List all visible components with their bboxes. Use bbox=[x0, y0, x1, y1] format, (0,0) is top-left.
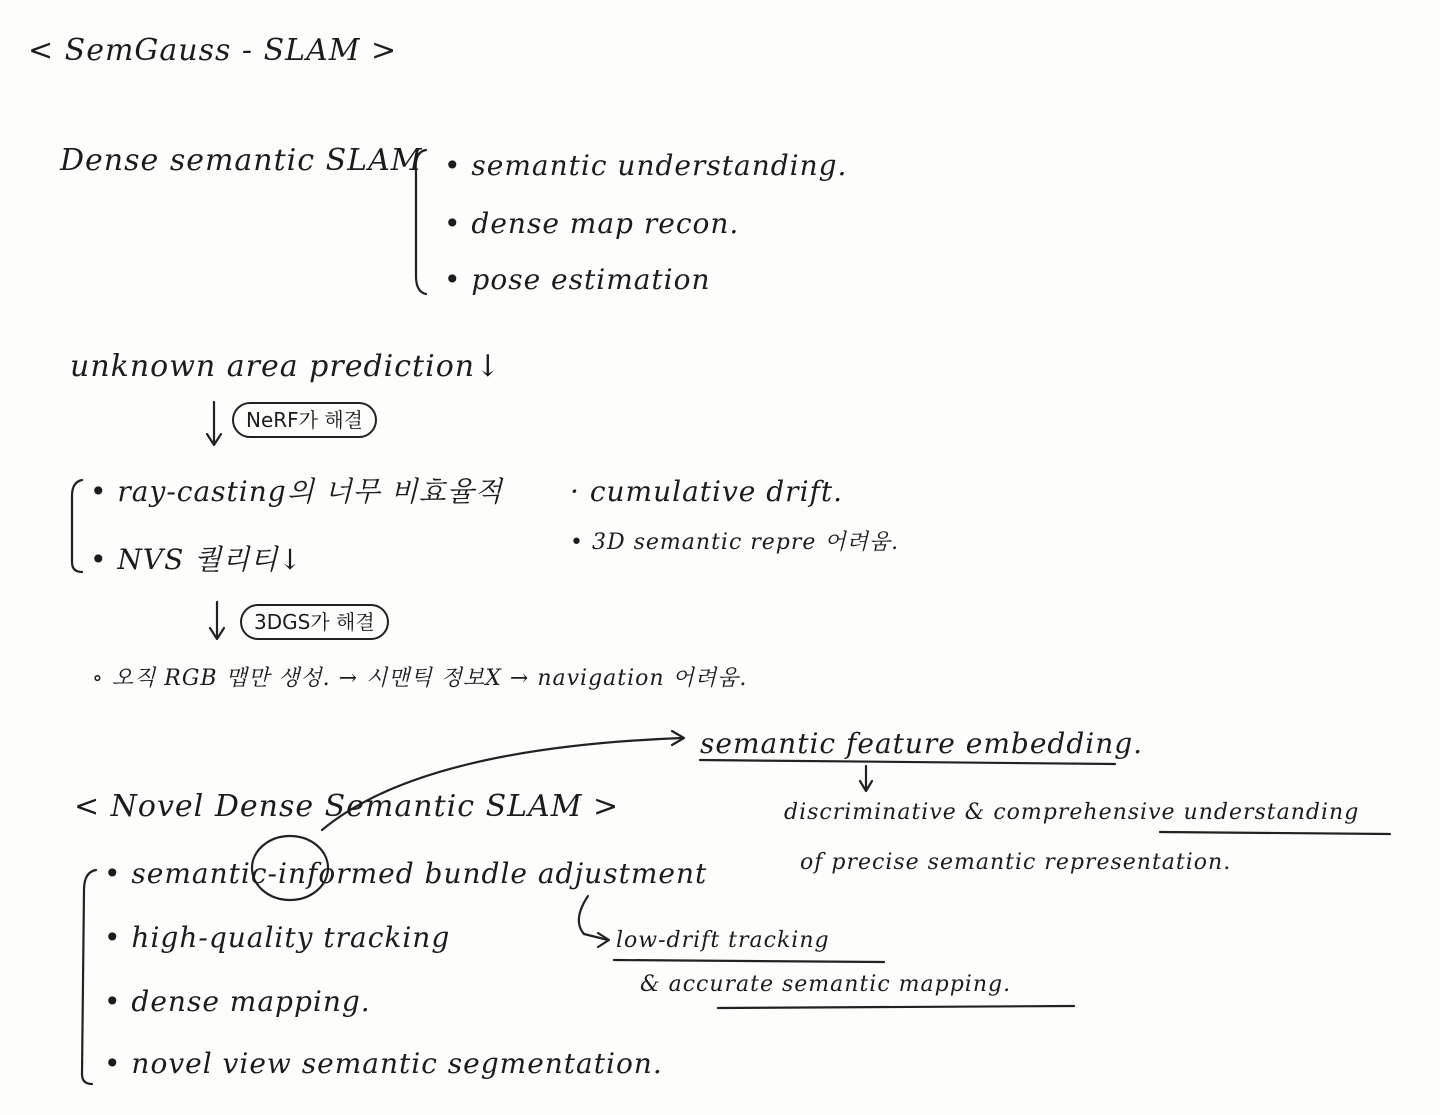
arrow-down-1 bbox=[207, 402, 221, 445]
understanding-line-1: discriminative & comprehensive understanding bbox=[784, 800, 1360, 825]
underline-mapping bbox=[718, 1006, 1074, 1008]
brace-section3 bbox=[82, 870, 96, 1084]
bullet-dense-map-recon: • dense map recon. bbox=[444, 207, 740, 240]
page-title: < SemGauss - SLAM > bbox=[28, 33, 398, 68]
bullet-nvs-quality: • NVS 퀄리티↓ bbox=[90, 543, 303, 576]
bullet-text: semantic-informed bundle adjustment bbox=[131, 857, 708, 890]
bullet-text: semantic understanding. bbox=[471, 149, 848, 182]
arrow-down-3 bbox=[860, 766, 872, 791]
low-drift-tracking: low-drift tracking bbox=[616, 928, 830, 953]
bullet-ray-casting: • ray-casting의 너무 비효율적 bbox=[90, 475, 503, 508]
bullet-cumulative-drift: · cumulative drift. bbox=[570, 475, 844, 508]
unknown-area-prediction-line: unknown area prediction↓ bbox=[70, 349, 502, 384]
bullet-3d-semantic-repre: • 3D semantic repre 어려움. bbox=[570, 530, 900, 555]
bullet-text: NVS 퀄리티↓ bbox=[117, 543, 303, 576]
underline-understanding bbox=[1160, 832, 1390, 834]
rgb-map-flow-line: ∘ 오직 RGB 맵만 생성. → 시맨틱 정보X → navigation 어려움. bbox=[92, 666, 748, 691]
bullet-text: 3D semantic repre 어려움. bbox=[591, 530, 900, 555]
bullet-text: novel view semantic segmentation. bbox=[131, 1047, 663, 1080]
arrow-down-2 bbox=[210, 602, 224, 639]
brace-section2 bbox=[72, 480, 82, 572]
hook-arrow-low-drift bbox=[579, 896, 608, 940]
underline-feature bbox=[700, 760, 1115, 764]
bullet-text: ray-casting의 너무 비효율적 bbox=[117, 475, 503, 508]
bullet-text: dense mapping. bbox=[131, 985, 371, 1018]
nerf-solution-box: NeRF가 해결 bbox=[232, 402, 377, 438]
3dgs-solution-box: 3DGS가 해결 bbox=[240, 604, 389, 640]
bullet-pose-estimation: • pose estimation bbox=[444, 263, 711, 296]
semantic-feature-embedding: semantic feature embedding. bbox=[700, 727, 1144, 760]
dense-semantic-slam-heading: Dense semantic SLAM bbox=[60, 143, 423, 178]
bullet-semantic-informed-ba: • semantic-informed bundle adjustment bbox=[104, 857, 708, 890]
bullet-dense-mapping: • dense mapping. bbox=[104, 985, 371, 1018]
bullet-text: dense map recon. bbox=[471, 207, 740, 240]
accurate-semantic-mapping: & accurate semantic mapping. bbox=[640, 972, 1012, 997]
bullet-text: pose estimation bbox=[471, 263, 711, 296]
understanding-line-2: of precise semantic representation. bbox=[800, 850, 1232, 875]
bullet-novel-view-segmentation: • novel view semantic segmentation. bbox=[104, 1047, 663, 1080]
novel-dense-semantic-slam-heading: < Novel Dense Semantic SLAM > bbox=[74, 789, 620, 824]
bullet-high-quality-tracking: • high-quality tracking bbox=[104, 921, 451, 954]
bullet-semantic-understanding: • semantic understanding. bbox=[444, 149, 848, 182]
bullet-text: high-quality tracking bbox=[131, 921, 451, 954]
underline-low-drift bbox=[614, 960, 884, 962]
flow-text: 오직 RGB 맵만 생성. → 시맨틱 정보X → navigation 어려움. bbox=[111, 666, 748, 691]
bullet-text: cumulative drift. bbox=[589, 475, 844, 508]
